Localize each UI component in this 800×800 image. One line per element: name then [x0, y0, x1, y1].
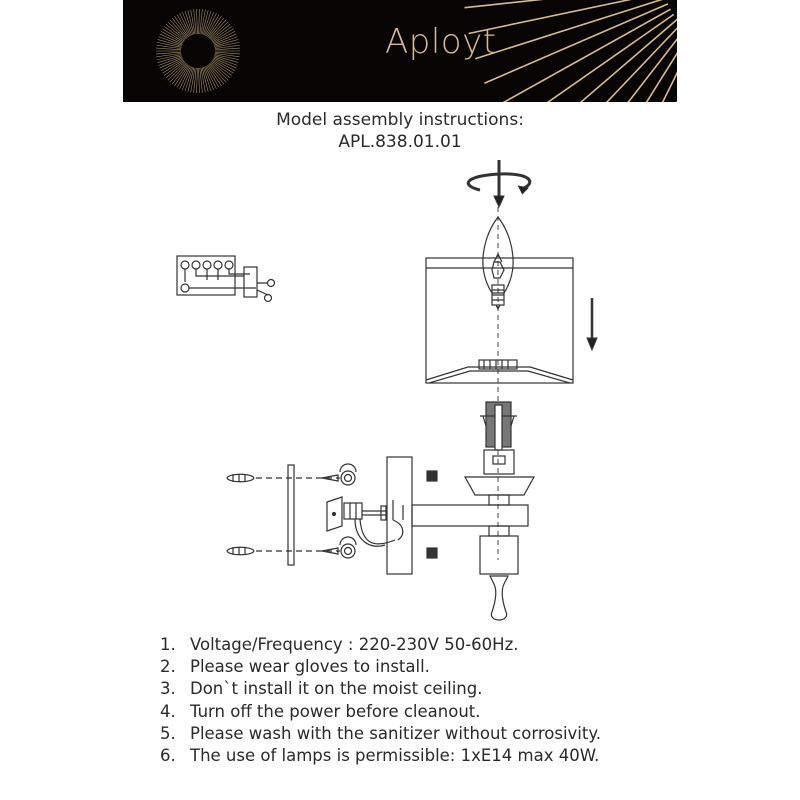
- page-title: Model assembly instructions:: [276, 110, 524, 130]
- wire-connector: [327, 497, 403, 546]
- arm-collar-top: [489, 495, 509, 505]
- instruction-item: 4. Turn off the power before cleanout.: [160, 701, 481, 721]
- instruction-item: 2. Please wear gloves to install.: [160, 657, 430, 677]
- wall-bracket-plate: [387, 457, 412, 574]
- bobeche-cup: [465, 477, 534, 495]
- mounting-plate: [288, 465, 294, 565]
- wall-anchor-bottom: [227, 547, 254, 555]
- instructions-list: [160, 634, 601, 767]
- screw-top: [322, 464, 356, 485]
- cover-screw-bottom: [427, 548, 437, 558]
- arm-collar-bottom: [489, 526, 509, 536]
- lamp-socket: [480, 402, 517, 474]
- lower-body: [480, 536, 518, 574]
- instruction-item: 1. Voltage/Frequency : 220-230V 50-60Hz.: [160, 635, 519, 654]
- instruction-item: 3. Don`t install it on the moist ceiling.: [160, 679, 483, 699]
- instruction-item: 6. The use of lamps is permissible: 1xE14 max 40W.: [160, 746, 600, 766]
- wall-anchor-top: [227, 474, 254, 482]
- terminal-block-schematic: [177, 256, 275, 302]
- brand-name: Aployt: [385, 22, 497, 62]
- assembly-diagram: [0, 150, 800, 630]
- finial: [490, 576, 508, 620]
- sunburst-logo-icon: [156, 9, 240, 93]
- bracket-arm: [412, 505, 528, 526]
- down-arrow-icon: [587, 298, 597, 350]
- cover-screw-top: [427, 471, 437, 481]
- drum-lampshade: [426, 258, 573, 383]
- screw-bottom: [322, 537, 356, 558]
- rotate-arrow-icon: [468, 160, 529, 207]
- instruction-item: 5. Please wash with the sanitizer without corrosivity.: [160, 723, 602, 743]
- brand-banner: [123, 0, 677, 102]
- model-number: APL.838.01.01: [338, 132, 462, 152]
